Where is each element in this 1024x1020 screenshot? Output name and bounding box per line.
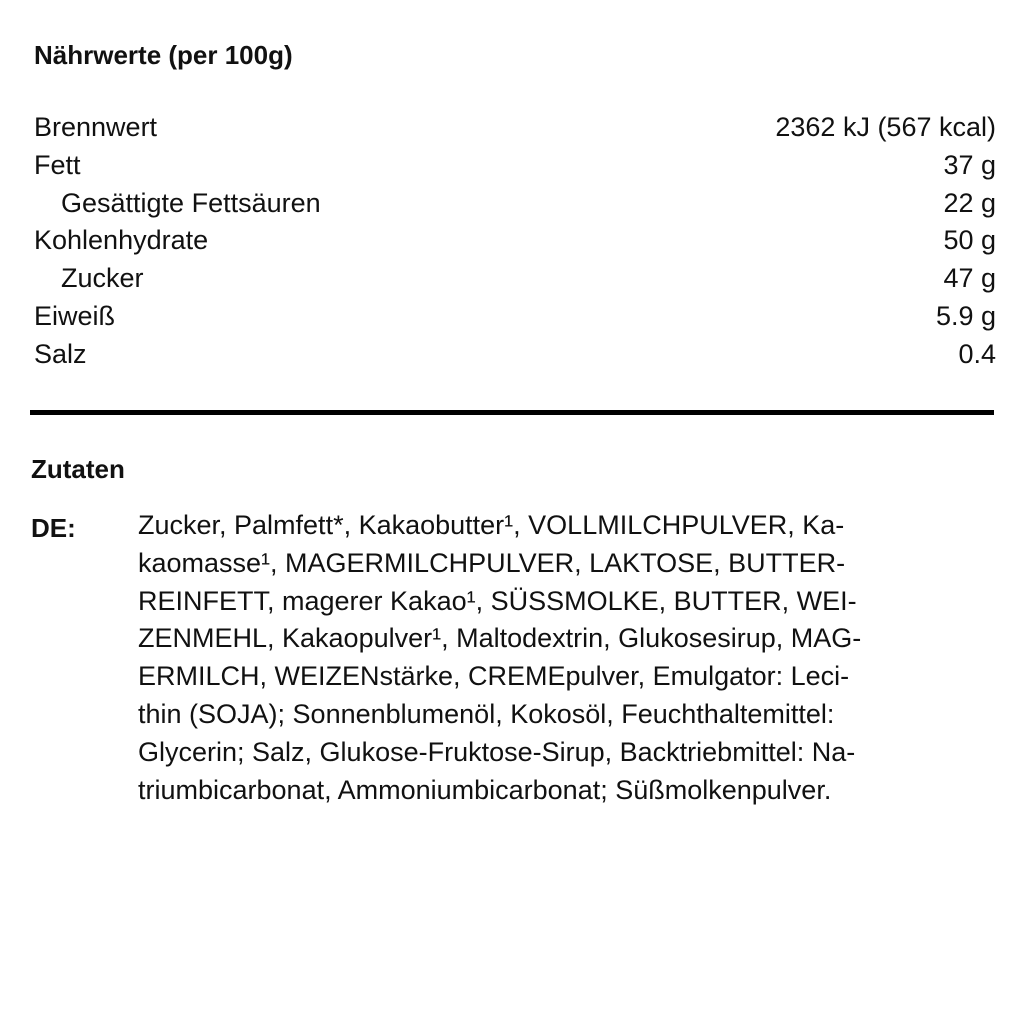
nutrition-value: 22 g — [943, 187, 996, 218]
ingredients-line: thin (SOJA); Sonnenblumenöl, Kokosöl, Feuchthaltemittel: — [138, 698, 835, 729]
ingredients-text — [138, 507, 998, 809]
nutrition-row-kohlenhydrate — [34, 222, 996, 260]
ingredients-heading: Zutaten — [31, 454, 125, 484]
nutrition-label: Fett — [34, 149, 81, 180]
nutrition-label: Salz — [34, 338, 87, 369]
nutrition-heading: Nährwerte (per 100g) — [34, 40, 293, 70]
nutrition-label: Kohlenhydrate — [34, 225, 209, 256]
ingredients-line: triumbicarbonat, Ammoniumbicarbonat; Süßmolkenpulver. — [138, 774, 832, 805]
nutrition-row-zucker — [34, 260, 996, 298]
nutrition-label: Zucker — [61, 263, 144, 294]
nutrition-row-gesaettigte-fettsaeuren — [34, 185, 996, 223]
nutrition-row-brennwert — [34, 109, 996, 147]
ingredients-line: ZENMEHL, Kakaopulver¹, Maltodextrin, Glukosesirup, MAG- — [138, 623, 862, 654]
nutrition-row-fett — [34, 147, 996, 185]
ingredients-line: Zucker, Palmfett*, Kakaobutter¹, VOLLMILCHPULVER, Ka- — [138, 510, 845, 540]
nutrition-value: 37 g — [943, 149, 996, 180]
ingredients-line: Glycerin; Salz, Glukose-Fruktose-Sirup, Backtriebmittel: Na- — [138, 736, 856, 767]
nutrition-label: Gesättigte Fettsäuren — [61, 187, 321, 218]
ingredients-line: REINFETT, magerer Kakao¹, SÜSSMOLKE, BUTTER, WEI- — [138, 585, 857, 616]
ingredients-line: ERMILCH, WEIZENstärke, CREMEpulver, Emulgator: Leci- — [138, 661, 850, 692]
nutrition-value: 47 g — [943, 263, 996, 294]
nutrition-value: 5.9 g — [935, 300, 996, 331]
nutrition-label: Eiweiß — [34, 300, 116, 331]
section-divider — [30, 410, 994, 415]
ingredients-line: kaomasse¹, MAGERMILCHPULVER, LAKTOSE, BUTTER- — [138, 547, 846, 578]
nutrition-value: 50 g — [943, 225, 996, 256]
nutrition-label: Brennwert — [34, 112, 158, 142]
language-code: DE: — [31, 513, 76, 543]
nutrition-value: 0.4 — [958, 338, 996, 369]
nutrition-row-salz — [34, 336, 996, 374]
nutrition-value: 2362 kJ (567 kcal) — [775, 112, 996, 142]
nutrition-row-eiweiss — [34, 298, 996, 336]
nutrition-table — [34, 109, 996, 374]
